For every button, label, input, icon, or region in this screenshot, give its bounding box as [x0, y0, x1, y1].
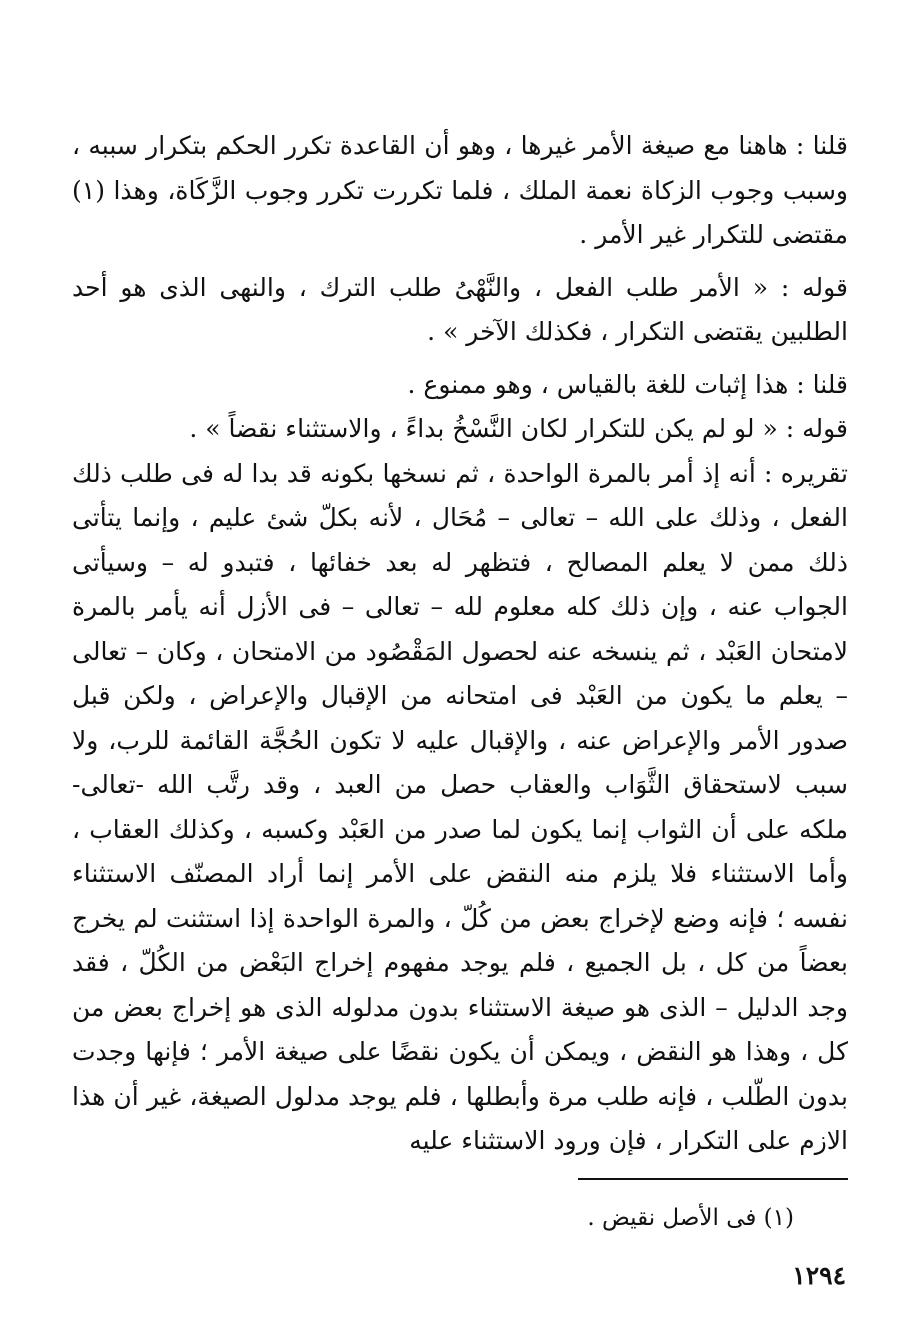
footnote-divider [578, 1178, 848, 1180]
paragraph-3: قلنا : هذا إثبات للغة بالقياس ، وهو ممنوع . [407, 369, 848, 399]
main-text [72, 124, 848, 1164]
paragraph-5: تقريره : أنه إذ أمر بالمرة الواحدة ، ثم نسخها بكونه قد بدا له فى طلب ذلك الفعل ، وذلك على الله – تعالى – مُحَال ، لأنه بكلّ شئ عليم ، وإنما يتأتى ذلك ممن لا يعلم المصالح ، فتظهر له بعد خفائها ، فتبدو له – وسيأتى الجواب عنه ، وإن ذلك كله معلوم لله – تعالى – فى الأزل أنه يأمر بالمرة لامتحان العَبْد ، ثم ينسخه عنه لحصول المَقْصُود من الامتحان ، وكان – تعالى – يعلم ما يكون من العَبْد فى امتحانه من الإقبال والإعراض ، ولكن قبل صدور الأمر والإعراض عنه ، والإقبال عليه لا تكون الحُجَّة القائمة للرب، ولا سبب لاستحقاق الثَّوَاب والعقاب حصل من العبد ، وقد رتَّب الله -تعالى- ملكه على أن الثواب إنما يكون لما صدر من العَبْد وكسبه ، وكذلك العقاب ، وأما الاستثناء فلا يلزم منه النقض على الأمر إنما أراد المصنّف الاستثناء نفسه ؛ فإنه وضع لإخراج بعض من كُلّ ، والمرة الواحدة إذا استثنت لم يخرج بعضاً من كل ، بل الجميع ، فلم يوجد مفهوم إخراج البَعْض من الكُلّ ، فقد وجد الدليل – الذى هو صيغة الاستثناء بدون مدلوله الذى هو إخراج بعض من كل ، وهذا هو النقض ، ويمكن أن يكون نقضًا على صيغة الأمر ؛ فإنها وجدت بدون الطّلب ، فإنه طلب مرة وأبطلها ، فلم يوجد مدلول الصيغة، غير أن هذا الازم على التكرار ، فإن ورود الاستثناء عليه [72, 458, 849, 1155]
footnote: (١) فى الأصل نقيض . [587, 1205, 794, 1231]
paragraph-2: قوله : « الأمر طلب الفعل ، والنَّهْىُ طلب الترك ، والنهى الذى هو أحد الطلبين يقتضى التكرار ، فكذلك الآخر » . [72, 272, 848, 346]
paragraph-1: قلنا : هاهنا مع صيغة الأمر غيرها ، وهو أن القاعدة تكرر الحكم بتكرار سببه ، وسبب وجوب الزكاة نعمة الملك ، فلما تكررت تكرر وجوب الزَّكَاة، وهذا (١) مقتضى للتكرار غير الأمر . [72, 131, 848, 249]
paragraph-4: قوله : « لو لم يكن للتكرار لكان النَّسْخُ بداءً ، والاستثناء نقضاً » . [189, 414, 848, 443]
page-number: ١٢٩٤ [792, 1261, 846, 1290]
